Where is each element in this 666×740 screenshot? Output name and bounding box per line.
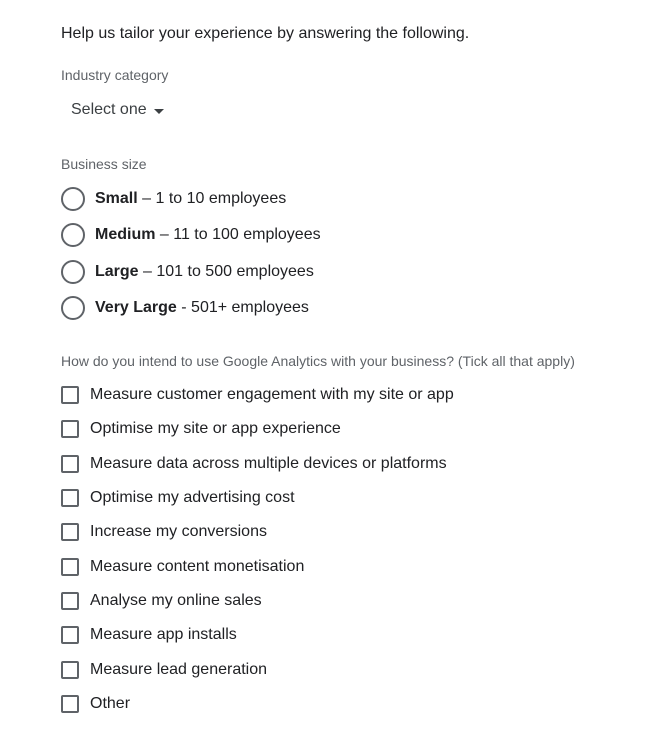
radio-label: Large – 101 to 500 employees: [95, 263, 314, 280]
checkbox-label: Optimise my site or app experience: [90, 420, 341, 437]
checkbox-usage-app-installs[interactable]: [61, 624, 237, 646]
radio-circle-icon[interactable]: [61, 260, 85, 284]
checkbox-icon[interactable]: [61, 592, 79, 610]
checkbox-usage-conversions[interactable]: [61, 521, 267, 543]
checkbox-icon[interactable]: [61, 626, 79, 644]
radio-business-size-medium[interactable]: [61, 222, 321, 248]
radio-business-size-very-large[interactable]: [61, 295, 309, 321]
checkbox-label: Measure data across multiple devices or platforms: [90, 455, 447, 472]
checkbox-usage-monetisation[interactable]: [61, 556, 304, 578]
checkbox-label: Increase my conversions: [90, 523, 267, 540]
radio-business-size-large[interactable]: [61, 259, 314, 285]
checkbox-icon[interactable]: [61, 695, 79, 713]
checkbox-label: Measure content monetisation: [90, 558, 305, 575]
industry-category-selected: Select one: [71, 101, 147, 118]
checkbox-icon[interactable]: [61, 661, 79, 679]
radio-business-size-small[interactable]: [61, 186, 286, 212]
radio-circle-icon[interactable]: [61, 296, 85, 320]
checkbox-usage-engagement[interactable]: [61, 384, 454, 406]
checkbox-icon[interactable]: [61, 523, 79, 541]
industry-category-label: Industry category: [61, 67, 169, 83]
radio-label: Small – 1 to 10 employees: [95, 190, 287, 207]
checkbox-icon[interactable]: [61, 558, 79, 576]
checkbox-icon[interactable]: [61, 455, 79, 473]
checkbox-usage-lead-generation[interactable]: [61, 659, 267, 681]
checkbox-label: Optimise my advertising cost: [90, 489, 295, 506]
checkbox-label: Measure customer engagement with my site or app: [90, 386, 454, 403]
checkbox-usage-advertising-cost[interactable]: [61, 487, 295, 509]
checkbox-label: Measure app installs: [90, 626, 237, 643]
radio-label: Medium – 11 to 100 employees: [95, 226, 321, 243]
checkbox-icon[interactable]: [61, 420, 79, 438]
industry-category-dropdown[interactable]: [71, 101, 164, 119]
checkbox-label: Analyse my online sales: [90, 592, 262, 609]
checkbox-label: Measure lead generation: [90, 661, 268, 678]
usage-label: How do you intend to use Google Analytics with your business? (Tick all that apply): [61, 353, 575, 369]
radio-circle-icon[interactable]: [61, 187, 85, 211]
checkbox-label: Other: [90, 695, 131, 712]
radio-label: Very Large - 501+ employees: [95, 299, 309, 316]
caret-down-icon: [154, 109, 164, 114]
checkbox-usage-cross-device[interactable]: [61, 453, 447, 475]
checkbox-icon[interactable]: [61, 489, 79, 507]
checkbox-icon[interactable]: [61, 386, 79, 404]
intro-text: Help us tailor your experience by answering the following.: [61, 25, 470, 42]
radio-circle-icon[interactable]: [61, 223, 85, 247]
business-size-label: Business size: [61, 156, 147, 172]
checkbox-usage-other[interactable]: [61, 693, 130, 715]
checkbox-usage-online-sales[interactable]: [61, 590, 262, 612]
checkbox-usage-optimise-experience[interactable]: [61, 418, 341, 440]
